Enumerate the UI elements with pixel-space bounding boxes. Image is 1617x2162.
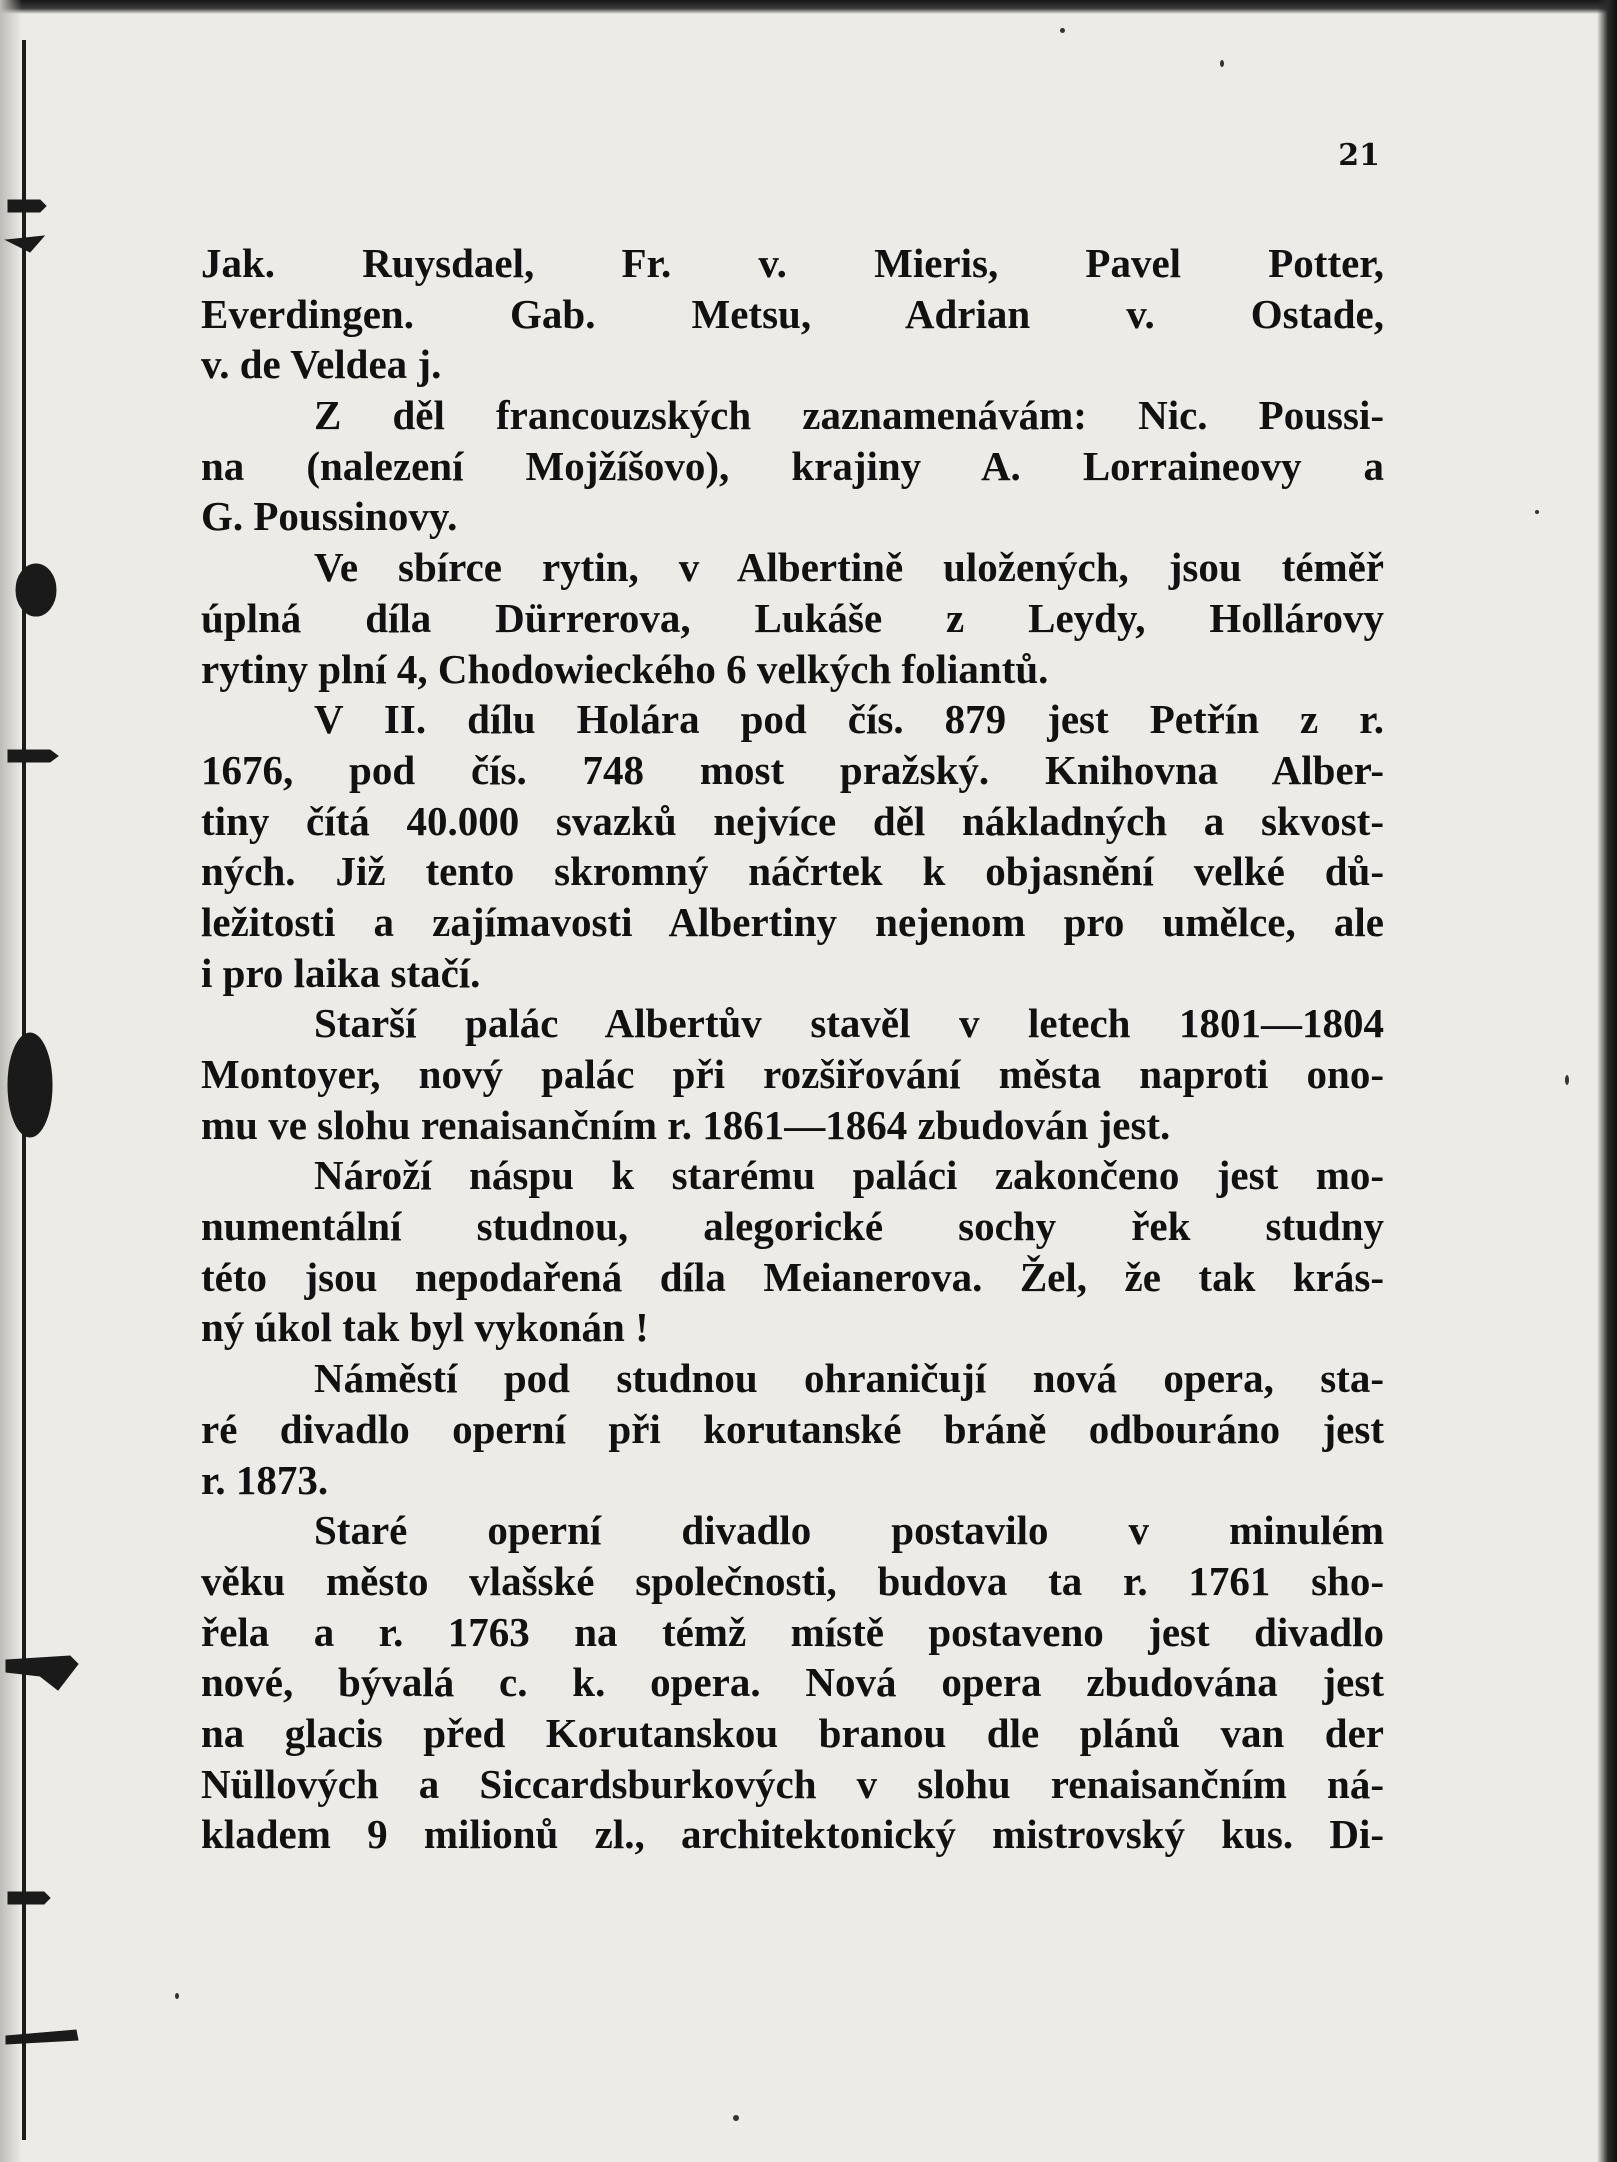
scan-speck bbox=[1535, 510, 1539, 514]
text-line: Nüllových a Siccardsburkových v slohu renaisančním ná- bbox=[201, 1760, 1384, 1807]
text-line: řela a r. 1763 na témž místě postaveno jest divadlo bbox=[201, 1608, 1384, 1655]
binding-stitch-marks bbox=[0, 0, 80, 2162]
scan-speck bbox=[733, 2115, 739, 2121]
text-line: ležitosti a zajímavosti Albertiny nejenom pro umělce, ale bbox=[201, 898, 1384, 945]
scan-speck bbox=[1220, 60, 1224, 67]
text-line: na glacis před Korutanskou branou dle plánů van der bbox=[201, 1709, 1384, 1756]
text-line: úplná díla Dürrerova, Lukáše z Leydy, Hollárovy bbox=[201, 594, 1384, 641]
text-line: Everdingen. Gab. Metsu, Adrian v. Ostade, bbox=[201, 290, 1384, 337]
text-line: nové, bývalá c. k. opera. Nová opera zbudována jest bbox=[201, 1659, 1384, 1706]
stitch-knot-2 bbox=[8, 1033, 52, 1137]
text-line: G. Poussinovy. bbox=[201, 493, 458, 540]
text-line: rytiny plní 4, Chodowieckého 6 velkých foliantů. bbox=[201, 645, 1049, 692]
text-line: této jsou nepodařená díla Meianerova. Žel, že tak krás- bbox=[201, 1253, 1384, 1300]
text-line: v. de Veldea j. bbox=[201, 341, 442, 388]
body-text bbox=[201, 238, 1384, 1860]
scan-right-edge bbox=[1597, 0, 1617, 2162]
text-line: Montoyer, nový palác při rozšiřování města naproti ono- bbox=[201, 1051, 1384, 1097]
text-line: Z děl francouzských zaznamenávám: Nic. Poussi- bbox=[314, 392, 1384, 439]
text-line: 1676, pod čís. 748 most pražský. Knihovna Alber- bbox=[201, 746, 1384, 793]
text-line: numentální studnou, alegorické sochy řek studny bbox=[201, 1203, 1384, 1250]
text-line: věku město vlašské společnosti, budova ta r. 1761 sho- bbox=[201, 1557, 1384, 1604]
scan-top-edge bbox=[0, 0, 1617, 14]
text-line: Jak. Ruysdael, Fr. v. Mieris, Pavel Potter, bbox=[201, 240, 1384, 286]
stitch-mark-4 bbox=[8, 1892, 50, 1904]
text-line: tiny čítá 40.000 svazků nejvíce děl nákladných a skvost- bbox=[201, 797, 1384, 844]
text-line: Starší palác Albertův stavěl v letech 1801—1804 bbox=[314, 1000, 1384, 1047]
text-line: Staré operní divadlo postavilo v minulém bbox=[314, 1507, 1384, 1554]
text-line: Ve sbírce rytin, v Albertině uložených, jsou téměř bbox=[314, 544, 1384, 591]
text-line: ný úkol tak byl vykonán ! bbox=[201, 1304, 649, 1351]
stitch-mark-5 bbox=[6, 2030, 78, 2044]
text-line: na (nalezení Mojžíšovo), krajiny A. Lorraineovy a bbox=[201, 442, 1384, 489]
text-line: V II. dílu Holára pod čís. 879 jest Petřín z r. bbox=[314, 696, 1384, 743]
stitch-mark-2 bbox=[6, 236, 44, 252]
text-line: r. 1873. bbox=[201, 1456, 329, 1503]
text-line: mu ve slohu renaisančním r. 1861—1864 zbudován jest. bbox=[201, 1101, 1171, 1148]
text-line: Nároží náspu k starému paláci zakončeno jest mo- bbox=[314, 1152, 1384, 1199]
scan-speck bbox=[1565, 1075, 1569, 1085]
stitch-knot-3 bbox=[6, 1656, 78, 1690]
stitch-mark-1 bbox=[8, 200, 46, 212]
text-line: ných. Již tento skromný náčrtek k objasnění velké dů- bbox=[201, 848, 1384, 895]
text-line: ré divadlo operní při korutanské bráně odbouráno jest bbox=[201, 1405, 1384, 1452]
scan-speck bbox=[175, 1993, 179, 1999]
text-line: i pro laika stačí. bbox=[201, 949, 481, 996]
page-number: 21 bbox=[1338, 138, 1380, 173]
stitch-mark-3 bbox=[8, 750, 58, 762]
scan-speck bbox=[1060, 28, 1065, 33]
stitch-knot-1 bbox=[16, 564, 56, 616]
text-line: Náměstí pod studnou ohraničují nová opera, sta- bbox=[314, 1355, 1384, 1402]
text-line: kladem 9 milionů zl., architektonický mistrovský kus. Di- bbox=[201, 1811, 1384, 1858]
